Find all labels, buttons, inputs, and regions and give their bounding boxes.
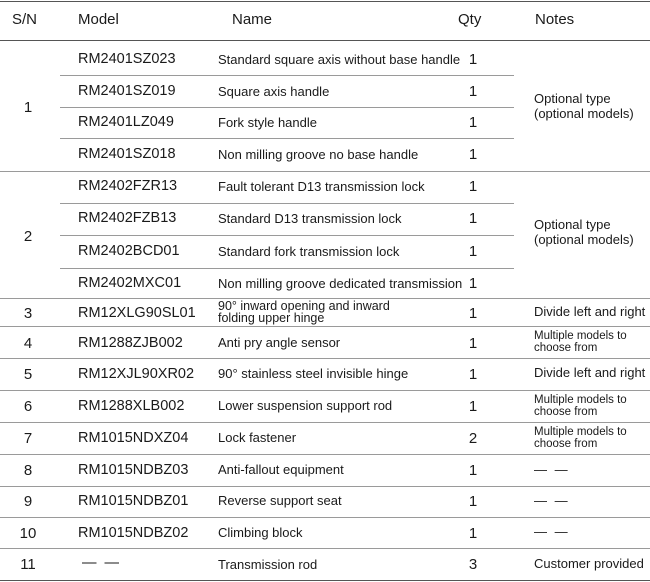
item-qty: 1 xyxy=(468,178,478,195)
row-qty: 1 xyxy=(468,398,478,415)
row-name: Climbing block xyxy=(218,525,303,540)
row-divider xyxy=(0,422,650,423)
row-notes: — — xyxy=(534,462,570,477)
row-divider xyxy=(0,358,650,359)
row-name: 90° stainless steel invisible hinge xyxy=(218,366,409,381)
item-model: RM2401LZ049 xyxy=(78,114,174,130)
table-bottom-border xyxy=(0,580,650,581)
item-model: RM2402FZB13 xyxy=(78,210,177,226)
item-name: Square axis handle xyxy=(218,84,330,99)
header-sn: S/N xyxy=(12,11,38,28)
row-name-line1: 90° inward opening and inward xyxy=(218,299,390,313)
row-qty: 2 xyxy=(468,430,478,447)
row-model: RM1015NDBZ02 xyxy=(78,525,189,541)
row-notes: Divide left and right xyxy=(534,304,646,319)
table-top-border xyxy=(0,1,650,2)
row-divider xyxy=(0,548,650,549)
row-divider xyxy=(60,235,514,236)
item-qty: 1 xyxy=(468,243,478,260)
item-model: RM2401SZ023 xyxy=(78,51,176,67)
row-qty: 3 xyxy=(468,556,478,573)
row-divider xyxy=(60,203,514,204)
header-qty: Qty xyxy=(458,11,482,28)
item-model: RM2402BCD01 xyxy=(78,243,180,259)
row-divider xyxy=(60,138,514,139)
item-model: RM2402FZR13 xyxy=(78,178,178,194)
row-model: RM1015NDBZ01 xyxy=(78,493,189,509)
row-qty: 1 xyxy=(468,305,478,322)
row-model: RM1015NDBZ03 xyxy=(78,462,189,478)
row-sn: 11 xyxy=(20,556,36,573)
row-divider xyxy=(0,517,650,518)
group-notes-line1: Optional type xyxy=(534,91,611,106)
row-qty: 1 xyxy=(468,462,478,479)
row-name: Reverse support seat xyxy=(218,493,342,508)
header-name: Name xyxy=(232,11,273,28)
item-qty: 1 xyxy=(468,210,478,227)
row-notes-line2: choose from xyxy=(534,342,598,354)
group-divider xyxy=(0,171,650,172)
row-sn: 8 xyxy=(23,462,33,479)
row-sn: 5 xyxy=(23,366,33,383)
row-divider xyxy=(0,486,650,487)
row-notes: — — xyxy=(534,493,570,508)
item-model: RM2401SZ019 xyxy=(78,83,176,99)
row-divider xyxy=(60,107,514,108)
item-name: Standard square axis without base handle xyxy=(218,52,461,67)
item-qty: 1 xyxy=(468,146,478,163)
row-notes-line2: choose from xyxy=(534,438,598,450)
header-bottom-border xyxy=(0,40,650,41)
row-notes-line1: Multiple models to xyxy=(534,330,627,342)
row-sn: 7 xyxy=(23,430,33,447)
row-divider xyxy=(0,326,650,327)
row-qty: 1 xyxy=(468,493,478,510)
row-notes: Customer provided xyxy=(534,556,644,571)
group-notes-line2: (optional models) xyxy=(534,232,634,247)
item-qty: 1 xyxy=(468,114,478,131)
row-name: Anti-fallout equipment xyxy=(218,462,344,477)
row-name: Anti pry angle sensor xyxy=(218,335,341,350)
item-name: Standard D13 transmission lock xyxy=(218,211,402,226)
row-divider xyxy=(60,75,514,76)
row-model: RM1288ZJB002 xyxy=(78,335,183,351)
item-model: RM2402MXC01 xyxy=(78,275,182,291)
row-model: RM1288XLB002 xyxy=(78,398,185,414)
row-notes: Divide left and right xyxy=(534,365,646,380)
row-name-line2: folding upper hinge xyxy=(218,311,325,325)
item-qty: 1 xyxy=(468,275,478,292)
group-notes-line1: Optional type xyxy=(534,217,611,232)
group-sn: 2 xyxy=(23,228,33,245)
header-notes: Notes xyxy=(535,11,575,28)
row-sn: 9 xyxy=(23,493,33,510)
header-model: Model xyxy=(78,11,119,28)
row-model: — — xyxy=(82,555,122,571)
row-name: Transmission rod xyxy=(218,557,318,572)
item-qty: 1 xyxy=(468,51,478,68)
item-name: Fork style handle xyxy=(218,115,317,130)
row-qty: 1 xyxy=(468,366,478,383)
row-name: Lock fastener xyxy=(218,430,297,445)
row-model: RM12XLG90SL01 xyxy=(78,305,196,321)
row-notes: — — xyxy=(534,524,570,539)
row-divider xyxy=(0,454,650,455)
item-name: Non milling groove no base handle xyxy=(218,147,419,162)
row-qty: 1 xyxy=(468,335,478,352)
row-sn: 10 xyxy=(19,525,37,542)
row-sn: 6 xyxy=(23,398,33,415)
group-notes-line2: (optional models) xyxy=(534,106,634,121)
row-divider xyxy=(60,268,514,269)
row-qty: 1 xyxy=(468,525,478,542)
row-model: RM12XJL90XR02 xyxy=(78,366,195,382)
row-sn: 3 xyxy=(23,305,33,322)
row-name: Lower suspension support rod xyxy=(218,398,393,413)
row-notes-line1: Multiple models to xyxy=(534,394,627,406)
item-name: Non milling groove dedicated transmission xyxy=(218,276,463,291)
item-name: Standard fork transmission lock xyxy=(218,244,400,259)
item-qty: 1 xyxy=(468,83,478,100)
item-model: RM2401SZ018 xyxy=(78,146,176,162)
group-sn: 1 xyxy=(23,99,33,116)
row-notes-line1: Multiple models to xyxy=(534,426,627,438)
item-name: Fault tolerant D13 transmission lock xyxy=(218,179,425,194)
row-sn: 4 xyxy=(23,335,33,352)
row-model: RM1015NDXZ04 xyxy=(78,430,189,446)
row-notes-line2: choose from xyxy=(534,406,598,418)
row-divider xyxy=(0,390,650,391)
